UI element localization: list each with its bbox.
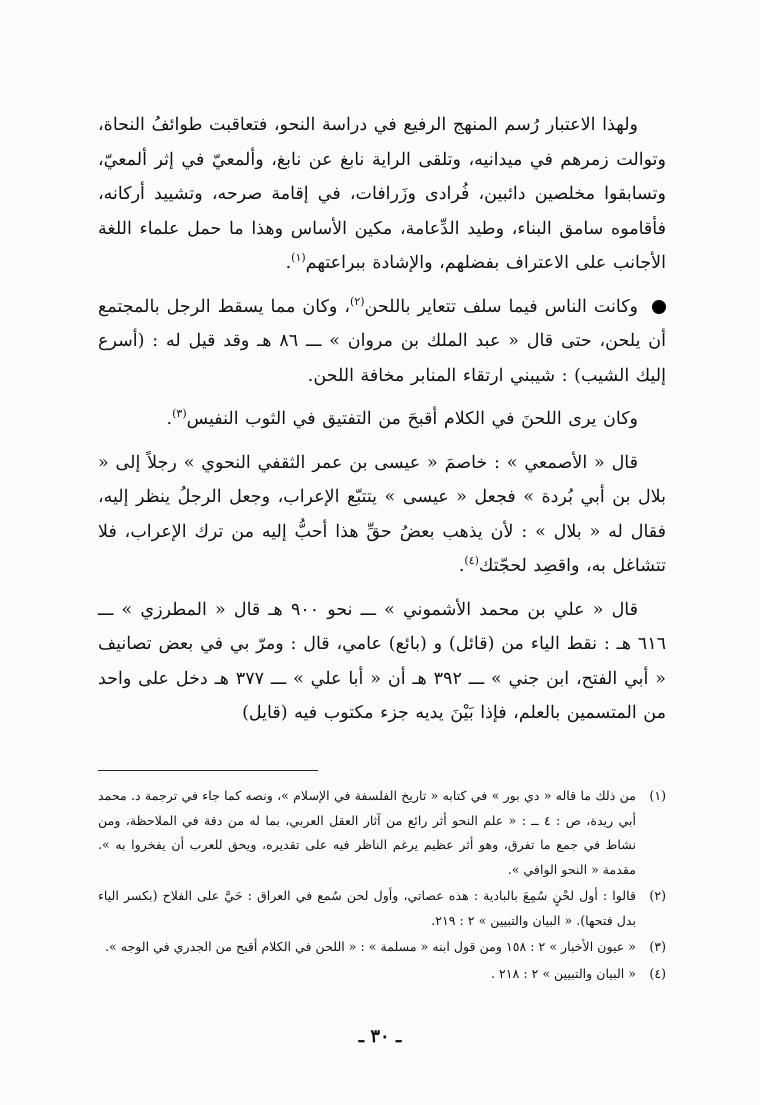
paragraph-3: وكان يرى اللحنَ في الكلام أقبحَ من التفتيق في الثوب النفيس$^{(٣)}$. <box>166 407 638 429</box>
footnote-separator <box>98 770 318 771</box>
footnote-text: قالوا : أول لحْنٍ سُمِعَ بالبادية : هذه عصاتي، وأول لحن سُمع في العراق : حَيَّ على الفلاح (بكسر الياء بدل فتحها). « البيان والتبيين » ٢ : ٢١٩. <box>98 888 636 928</box>
footnote-3 <box>98 935 666 960</box>
footnote-ref-2: (٢) <box>350 294 365 308</box>
page-number: ـ ٣٠ ـ <box>358 1026 402 1047</box>
footnote-text: « البيان والتبيين » ٢ : ٢١٨ . <box>491 965 636 981</box>
footnote-ref-1: (١) <box>291 251 306 265</box>
page-body <box>98 108 666 981</box>
footnotes <box>98 784 666 988</box>
footnote-2 <box>98 884 666 933</box>
bullet-icon <box>652 300 666 314</box>
footnote-4 <box>98 962 666 987</box>
paragraph-5-text: قال « علي بن محمد الأشموني » ـــ نحو ٩٠٠ هـ قال « المطرزي » ـــ ٦١٦ هـ : نقط الياء من (قائل) و (بائع) عامي، قال : ومرّ بي في بعض تصانيف « أبي الفتح، ابن جني » ـــ ٣٩٢ هـ أن « أبا علي » ـــ ٣٧٧ هـ دخل على واحد من المتسمين بالعلم، فإذا بَيْنَ يديه جزء مكتوب فيه (قايل) <box>98 599 666 723</box>
footnote-number: (١) <box>649 788 666 803</box>
paragraph-2 <box>98 290 666 394</box>
footnote-number: (٢) <box>649 888 666 903</box>
paragraph-1: ولهذا الاعتبار رُسم المنهج الرفيع في دراسة النحو، فتعاقبت طوائفُ النحاة، وتوالت زمرهم في ميدانيه، وتلقى الراية نابغ عن نابغ، وألمعيّ في إثر ألمعيّ، وتسابقوا مخلصين دائبين، فُرادى وزَرافات، في إقامة صرحه، وتشييد أركانه، فأقاموه سامق البناء، وطيد الدِّعامة، مكين الأساس وهذا ما حمل علماء اللغة الأجانب على الاعتراف بفضلهم، والإشادة ببراعتهم$^{(١)}$. <box>98 115 666 273</box>
footnote-ref-4: (٤) <box>464 554 479 568</box>
paragraph-1-text: ولهذا الاعتبار رُسم المنهج الرفيع في دراسة النحو، فتعاقبت طوائفُ النحاة، وتوالت زمرهم في ميدانيه، وتلقى الراية نابغ عن نابغ، وألمعيّ في إثر ألمعيّ، وتسابقوا مخلصين دائبين، فُرادى وزَرافات، في إقامة صرحه، وتشييد أركانه، فأقاموه سامق البناء، وطيد الدِّعامة، مكين الأساس وهذا ما حمل علماء اللغة الأجانب على الاعتراف بفضلهم، والإشادة ببراعتهم <box>98 115 666 273</box>
paragraph-4: قال « الأصمعي » : خاصمَ « عيسى بن عمر الثقفي النحوي » رجلاً إلى « بلال بن أبي بُردة » فجعل « عيسى » يتتبّع الإعراب، وجعل الرجلُ ينظر إليه، فقال له « بلال » : لأن يذهب بعضُ حقِّ هذا أحبُّ إليه من ترك الإعراب، فلا تتشاغل به، واقصِد لحجّتك$^{(٤)}$. <box>98 452 666 576</box>
paragraph-5 <box>98 593 666 731</box>
paragraph-2-text-b: ، وكان مما يسقط الرجل بالمجتمع أن يلحن، حتى قال « عبد الملك بن مروان » ـــ ٨٦ هـ وقد قيل له : (أسرع إليك الشيب) : شيبني ارتقاء المنابر مخافة اللحن. <box>98 296 666 386</box>
footnote-number: (٤) <box>649 965 666 981</box>
paragraph-2-text-a: وكانت الناس فيما سلف تتعاير باللحن <box>364 296 639 317</box>
footnote-number: (٣) <box>649 939 666 954</box>
footnote-1 <box>98 784 666 882</box>
paragraph-3-text: وكان يرى اللحنَ في الكلام أقبحَ من التفتيق في الثوب النفيس <box>186 409 638 429</box>
footnote-text: « عيون الأخبار » ٢ : ١٥٨ ومن قول ابنه « مسلمة » : « اللحن في الكلام أقبح من الجدري في الوجه ». <box>105 939 636 954</box>
footnote-ref-3: (٣) <box>172 407 187 421</box>
paragraph-4-text: قال « الأصمعي » : خاصمَ « عيسى بن عمر الثقفي النحوي » رجلاً إلى « بلال بن أبي بُردة » فجعل « عيسى » يتتبّع الإعراب، وجعل الرجلُ ينظر إليه، فقال له « بلال » : لأن يذهب بعضُ حقِّ هذا أحبُّ إليه من ترك الإعراب، فلا تتشاغل به، واقصِد لحجّتك <box>98 452 666 576</box>
footnote-text: من ذلك ما قاله « دي بور » في كتابه « تاريخ الفلسفة في الإسلام »، ونصه كما جاء في ترجمة د. محمد أبي ريدة، ص : ٤ ــ : « علم النحو أثر رائع من آثار العقل العربي، بما له من دقة في الملاحظة، ومن نشاط في جمع ما تفرق، وهو أثر عظيم يرغم الناظر فيه على تقديره، ويحق للعرب أن يفخروا به ». مقدمة « النحو الوافي ». <box>98 788 637 877</box>
